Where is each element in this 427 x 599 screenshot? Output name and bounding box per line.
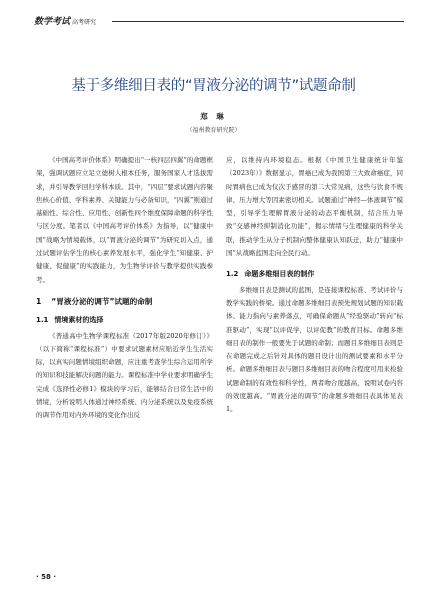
journal-brand [34, 14, 96, 27]
left-column [36, 154, 213, 423]
section-number: 1 [36, 296, 42, 306]
subsection-title: 命题多维细目表的制作 [244, 270, 315, 279]
article-title: 基于多维细目表的“胃液分泌的调节”试题命制 [71, 78, 356, 94]
page-number: · 58 · [36, 573, 56, 581]
header-rule [112, 21, 404, 22]
section-title: “胃液分泌的调节”试题的命制 [51, 296, 153, 306]
section-heading-1 [36, 295, 213, 308]
author-affiliation: （福州教育研究院） [186, 127, 241, 134]
subsection-title: 情境素材的选择 [54, 316, 104, 325]
running-header [34, 14, 404, 32]
body-paragraph: 多维细目表是测试的蓝图，是连接课程标准、考试评价与教学实践的桥梁。通过命题多维细目表预先规划试题的知识载体、能力指向与素养落点，可确保命题从“经验驱动”转向“标准驱动”，实现“以评促学，以评促教”的教育目标。命题多维细目表的制作一般要先于试题的命制；而题目多维细目表则是在命题完成之后针对具体的题目设计出的测试要素和水平分析。命题多维细目表与题目多维细目表的吻合程度可用来检验试题命制的有效性和科学性，两者吻合度越高，说明试卷内容的效度越高。“胃液分泌的调节”的命题多维细目表具体见表1。 [226, 285, 403, 414]
journal-name: 数学考试 [34, 17, 71, 27]
subsection-heading-1-1 [36, 314, 213, 327]
subsection-number: 1.2 [226, 270, 239, 279]
body-paragraph: 应，以维持内环境稳态。根据《中国卫生健康统计年鉴（2023年）》数据显示，胃癌已成为我国第三大致命癌症，同时胃病也已成为仅次于感冒的第二大常见病，这些与饮食不规律、压力增大等因素密切相关。试题通过“神经—体液调节”模型，引导学生理解胃液分泌的动态平衡机制，结合压力导致“交感神经抑制消化功能”，揭示情绪与生理健康的科学关联，推动学生从分子机制向整体健康认知跃迁，助力“健康中国”从战略蓝图走向全民行动。 [226, 156, 403, 258]
intro-paragraph: 《中国高考评价体系》明确提出“一核四层四翼”的命题框架，强调试题应立足立德树人根本任务，服务国家人才选拔需求，并引导教学回归学科本质。其中，“四层”要求试题内容聚焦核心价值、学科素养、关键能力与必备知识，“四翼”则通过基础性、综合性、应用性、创新性四个维度保障命题的科学性与区分度。笔者以《中国高考评价体系》为指导，以“健康中国”战略为情境载体，以“胃液分泌的调节”为研究切入点，通过试题评估学生的核心素养发展水平，强化学生“知健康、护健康、促健康”的实践能力，为生物学评价与教学提供实践参考。 [36, 156, 213, 284]
body-paragraph: 《普通高中生物学课程标准（2017年版2020年修订）》（以下简称“课程标准”）中要求试题素材应贴近学生生活实际，以真实问题情境组织命题，应注重考查学生综合运用所学的知识和技能解决问题的能力。课程标准中学业要求明确学生完成《选择性必修1》模块的学习后，能够结合日常生活中的情境，分析说明人体通过神经系统、内分泌系统以及免疫系统的调节作用对内外环境的变化作出反 [36, 331, 213, 420]
article-author: 郑 琳 [200, 112, 227, 121]
subsection-number: 1.1 [36, 316, 49, 325]
journal-section: 高考研究 [72, 19, 97, 26]
subsection-heading-1-2 [226, 268, 403, 281]
right-column [226, 154, 403, 417]
